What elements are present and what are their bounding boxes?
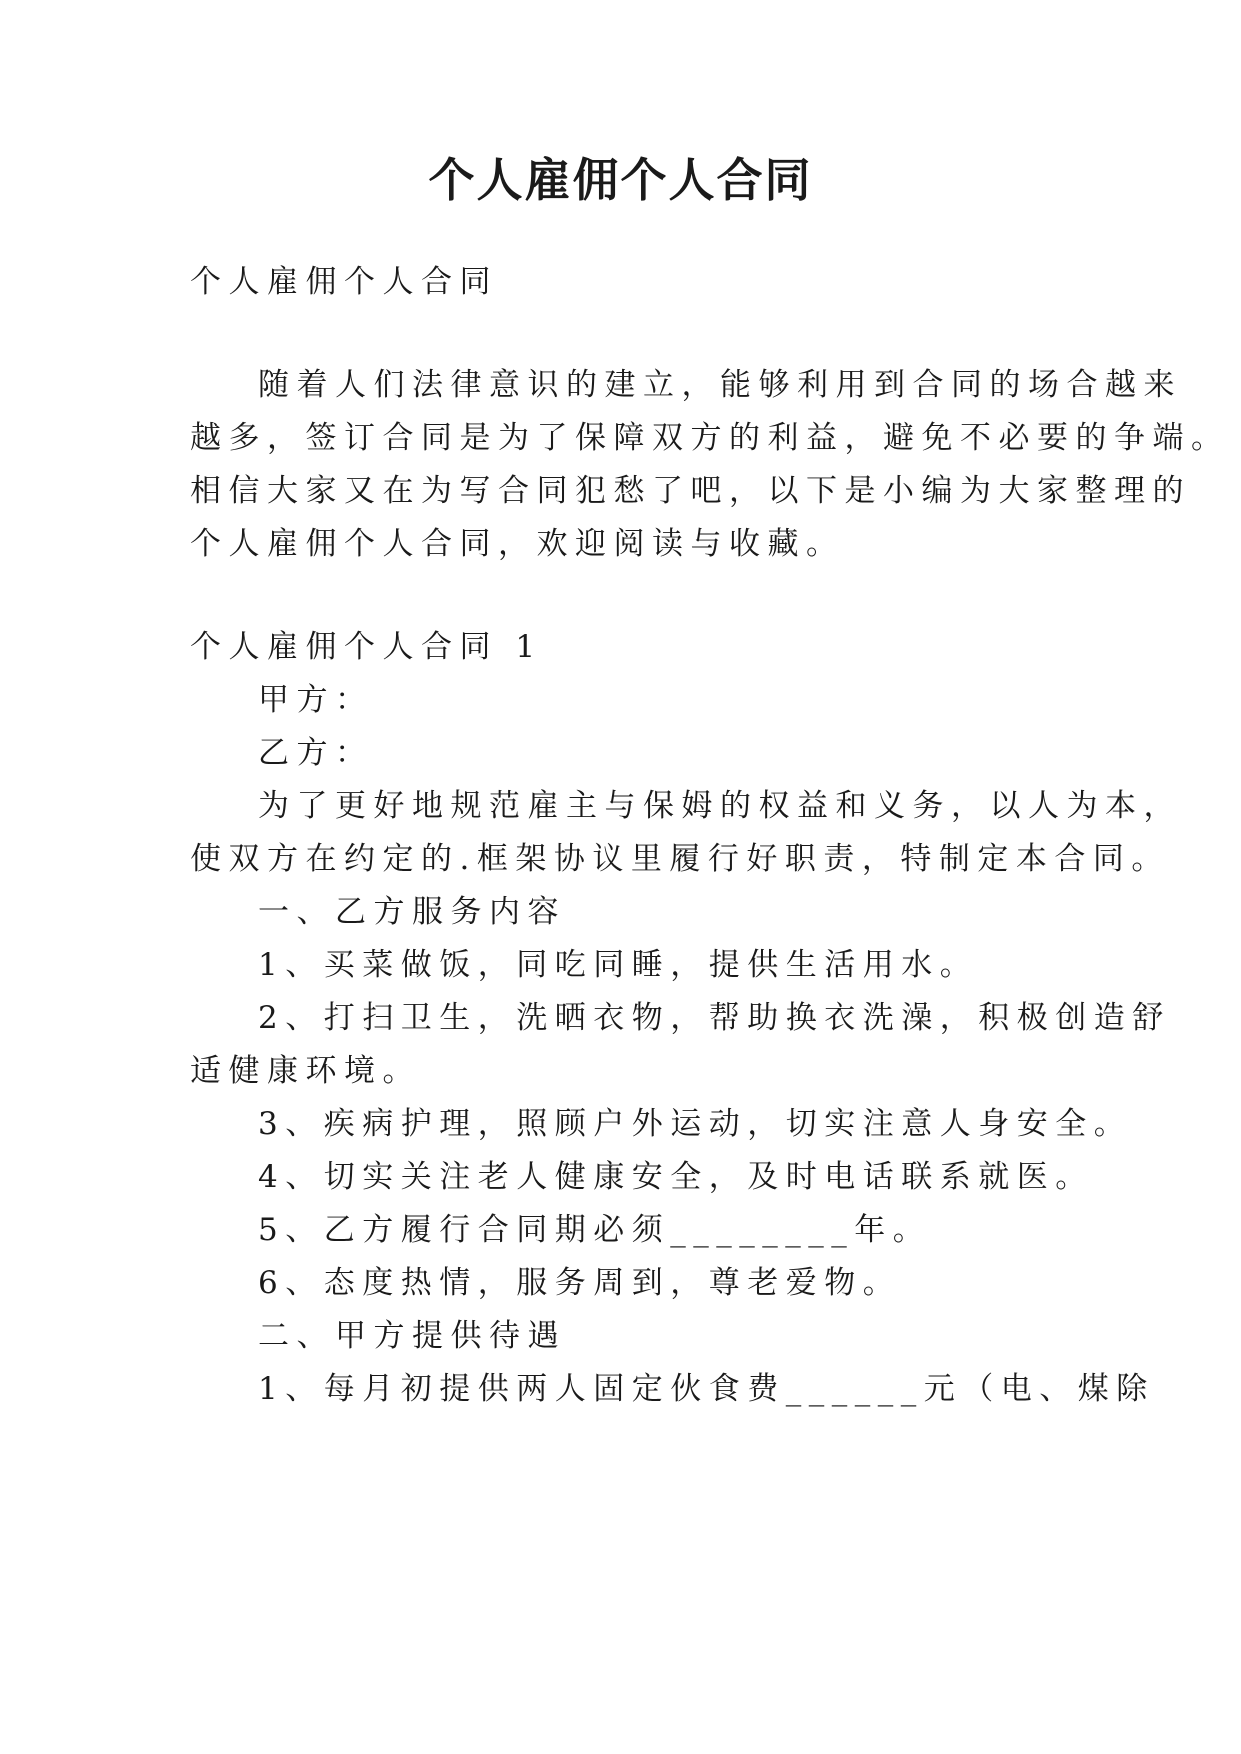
document-title: 个人雇佣个人合同	[428, 153, 813, 207]
section-1-item-2-cont: 适健康环境。	[190, 1053, 421, 1089]
section-1-heading: 一、乙方服务内容	[258, 894, 566, 930]
intro-line-1: 随着人们法律意识的建立，能够利用到合同的场合越来	[258, 367, 1182, 403]
purpose-line-2: 使双方在约定的.框架协议里履行好职责，特制定本合同。	[190, 841, 1170, 877]
contract-heading: 个人雇佣个人合同 1	[190, 629, 543, 665]
section-1-item-4: 4、切实关注老人健康安全，及时电话联系就医。	[258, 1159, 1094, 1195]
section-1-item-6: 6、态度热情，服务周到，尊老爱物。	[258, 1265, 902, 1301]
intro-line-4: 个人雇佣个人合同，欢迎阅读与收藏。	[190, 526, 845, 562]
purpose-line-1: 为了更好地规范雇主与保姆的权益和义务，以人为本，	[258, 788, 1182, 824]
section-1-item-3: 3、疾病护理，照顾户外运动，切实注意人身安全。	[258, 1106, 1133, 1142]
document-subtitle: 个人雇佣个人合同	[190, 264, 498, 300]
section-1-item-2: 2、打扫卫生，洗晒衣物，帮助换衣洗澡，积极创造舒	[258, 1000, 1171, 1036]
party-b-label: 乙方：	[258, 735, 374, 771]
section-1-item-5: 5、乙方履行合同期必须________年。	[258, 1212, 932, 1248]
party-a-label: 甲方：	[258, 682, 374, 718]
intro-line-2: 越多，签订合同是为了保障双方的利益，避免不必要的争端。	[190, 420, 1230, 456]
section-2-item-1: 1、每月初提供两人固定伙食费______元（电、煤除	[258, 1371, 1155, 1407]
section-2-heading: 二、甲方提供待遇	[258, 1318, 566, 1354]
section-1-item-1: 1、买菜做饭，同吃同睡，提供生活用水。	[258, 947, 979, 983]
intro-line-3: 相信大家又在为写合同犯愁了吧，以下是小编为大家整理的	[190, 473, 1191, 509]
